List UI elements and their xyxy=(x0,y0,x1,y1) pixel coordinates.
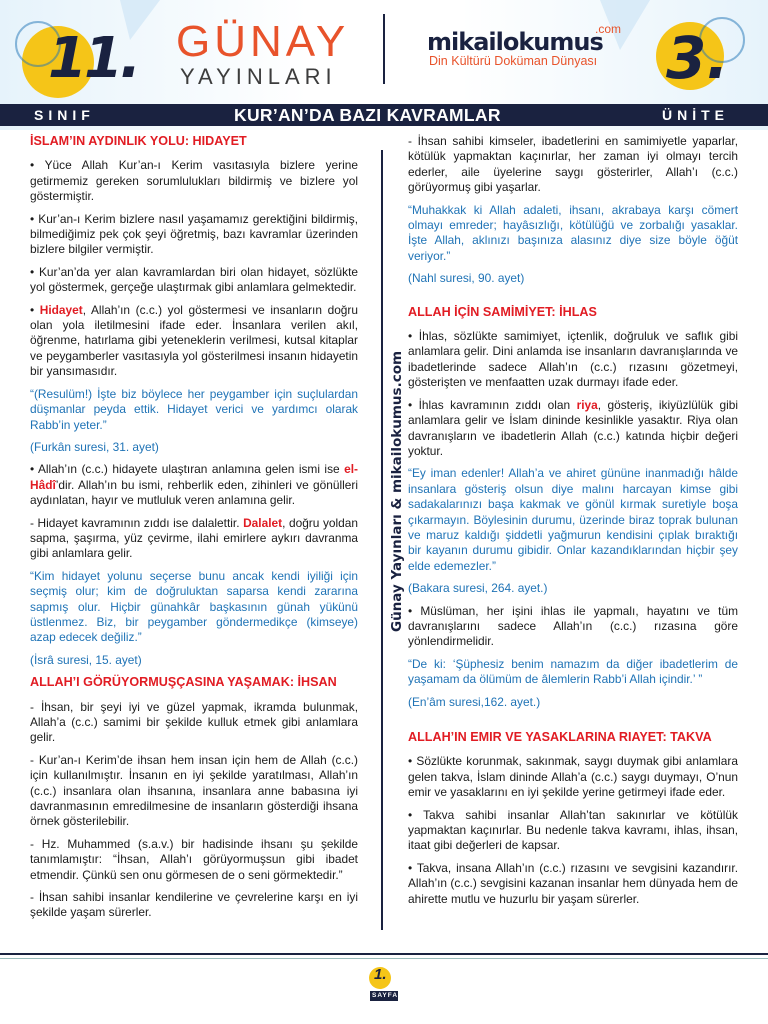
title-banner xyxy=(0,104,768,126)
verse-source: (Nahl suresi, 90. ayet) xyxy=(408,271,525,286)
text: , gösteriş, ikiyüzlülük gibi anlamlara gelir ve İslam dininde kesinlikle yasaktır. Riya olan davranışların ve ibadetlerin Allah (c.c.) katında hiçbir değeri yoktur. xyxy=(408,397,738,458)
publisher-logo xyxy=(176,17,356,90)
section-heading-hidayet: İSLAM’IN AYDINLIK YOLU: HIDAYET xyxy=(30,134,247,148)
partner-name: mikailokumus xyxy=(427,28,603,56)
partner-com: .com xyxy=(595,22,622,36)
section-heading-ihsan: ALLAH’I GÖRÜYORMUŞÇASINA YAŞAMAK: İHSAN xyxy=(30,675,337,690)
text: ’dir. Allah’ın bu ismi, rehberlik eden, zihinleri ve gönülleri aydınlatan, hayır ve mutluluk veren anlamına gelir. xyxy=(30,477,358,508)
column-divider xyxy=(381,150,383,930)
paragraph xyxy=(408,398,738,460)
paragraph: • Kur’an-ı Kerim bizlere nasıl yaşamamız gerektiğini bildirmiş, bilmediğimiz pek çok şeyi öğretmiş, bazı kavramlar üzerinden bizlere bilgiler vermiştir. xyxy=(30,211,358,257)
text: • xyxy=(30,302,40,317)
text: - Hidayet kavramının zıddı ise dalalettir. xyxy=(30,515,244,530)
left-column xyxy=(30,134,358,928)
footer-rule-thin xyxy=(0,958,768,959)
verse-quote: “De ki: ‘Şüphesiz benim namazım da diğer ibadetlerim de yaşamam da ölümüm de âlemlerin Rabb’i Allah içindir.’ ” xyxy=(408,656,738,687)
partner-logo xyxy=(427,22,627,68)
unit-number: 3. xyxy=(666,24,729,92)
page-title: KUR’AN’DA BAZI KAVRAMLAR xyxy=(234,105,501,125)
publisher-sub: YAYINLARI xyxy=(180,64,337,89)
section-heading-takva: ALLAH’IN EMIR VE YASAKLARINA RIAYET: TAKVA xyxy=(408,730,712,744)
verse-quote: “Ey iman edenler! Allah’a ve ahiret gününe inanmadığı hâlde insanlara gösteriş olsun diye malını harcayan kimse gibi sadakalarınızı başa kakmak ve gönül kırmak suretiyle boşa çıkarmayın. Böylesinin durumu, üzerinde biraz toprak bulunan ve maruz kaldığı şiddetli yağmurun kendisini çıplak bıraktığı bir kayanın durumu gibidir. Onlar kazandıklarından hiçbir şey elde edemezler.” xyxy=(408,466,738,573)
section-heading-ihlas: ALLAH İÇİN SAMİMİYET: İHLAS xyxy=(408,304,597,319)
paragraph: • İhlas, sözlükte samimiyet, içtenlik, doğruluk ve saflık gibi anlamlara gelir. Dini anlamda ise insanların davranışlarında ve ibadetlerinde sadece Allah’ın (c.c.) rızasını gözetmeyi, gösterişten ve menfaatten uzak durmayı ifade eder. xyxy=(408,329,738,390)
verse-source: (Furkân suresi, 31. ayet) xyxy=(30,439,159,454)
logo-divider xyxy=(383,14,385,84)
verse-source: (En’âm suresi,162. ayet.) xyxy=(408,694,541,709)
right-column xyxy=(408,134,738,914)
grade-label: SINIF xyxy=(34,107,95,123)
paragraph: • Sözlükte korunmak, sakınmak, saygı duymak gibi anlamlara gelen takva, İslam dininde Allah’a (c.c.) saygı duymayı, O’nun emir ve yasaklarını en iyi şekilde yerine getirmeyi ifade eder. xyxy=(408,754,738,800)
text: , Allah’ın (c.c.) yol göstermesi ve insanların doğru olan yola iletilmesini ifade eder. İnsanlara verilen akıl, öğrenme, hatırlama gibi yeteneklerin verilmesi, kutsal kitaplar ve peygamberler vasıtasıyla yol gösterilmesi insanın hidayetin bir yansımasıdır. xyxy=(30,302,358,379)
unit-label: ÜNİTE xyxy=(662,107,729,123)
page-label: SAYFA xyxy=(372,992,399,999)
paragraph: • Takva sahibi insanlar Allah’tan sakınırlar ve kötülük yapmaktan kaçınırlar. Bu nedenle takva kavramı, ihlas, ihsan, itaat gibi değerleri de kapsar. xyxy=(408,807,738,853)
paragraph xyxy=(30,462,358,508)
paragraph: • Kur’an’da yer alan kavramlardan biri olan hidayet, sözlükte yol göstermek, gerçeğe ulaştırmak gibi anlamlara gelmektedir. xyxy=(30,264,358,295)
paragraph xyxy=(30,516,358,562)
text: , doğru yoldan sapma, şaşırma, yüz çevirme, ilahi emirlere aykırı davranma gibi anlamlara gelir. xyxy=(30,515,358,561)
publisher-name: GÜNAY xyxy=(176,17,350,66)
highlight-term: Hidayet xyxy=(39,302,83,317)
paragraph xyxy=(30,303,358,380)
page-number: 1. xyxy=(374,966,387,983)
page-number-badge xyxy=(366,964,402,1004)
text: • Allah’ın (c.c.) hidayete ulaştıran anlamına gelen ismi ise xyxy=(30,462,345,477)
text: • İhlas kavramının zıddı olan xyxy=(408,397,577,412)
verse-source: (Bakara suresi, 264. ayet.) xyxy=(408,581,548,596)
paragraph: • Takva, insana Allah’ın (c.c.) rızasını ve sevgisini kazandırır. Allah’ın (c.c.) sevgisini kazanan insanlar hem dünyada hem de ahirette mutlu ve huzurlu bir yaşam sürerler. xyxy=(408,860,738,906)
grade-number: 11. xyxy=(48,26,139,91)
paragraph: - Hz. Muhammed (s.a.v.) bir hadisinde ihsanı şu şekilde tanımlamıştır: “İhsan, Allah’ı görüyormuşsun gibi ibadet etmendir. Çünkü sen onu görmesen de o seni görmektedir.” xyxy=(30,836,358,882)
verse-quote: “Kim hidayet yolunu seçerse bunu ancak kendi iyiliği için seçmiş olur; kim de doğruluktan saparsa kendi zararına sapmış olur. Hiçbir günahkâr başkasının günah yükünü üstlenmez. Biz, bir peygamber göndermedikçe (kimseye) azap edecek değiliz.” xyxy=(30,568,358,645)
verse-source: (İsrâ suresi, 15. ayet) xyxy=(30,652,142,667)
paragraph: • Yüce Allah Kur’an-ı Kerim vasıtasıyla bizlere yerine getirmemiz gereken sorumlulukları bildirmiş ve bizlere yol göstermiştir. xyxy=(30,158,358,204)
highlight-term: el-Hâdî xyxy=(30,462,358,492)
highlight-term: Dalalet xyxy=(243,515,283,530)
highlight-term: riya xyxy=(576,397,598,412)
verse-quote: “(Resulüm!) İşte biz böylece her peygamber için suçlulardan düşmanlar peyda ettik. Hidayet verici ve yardımcı olarak Rabb’in yeter.” xyxy=(30,386,358,432)
vertical-watermark: Günay Yayınları & mikailokumus.com xyxy=(389,350,405,632)
paragraph: - İhsan, bir şeyi iyi ve güzel yapmak, ikramda bulunmak, Allah’a (c.c.) samimi bir şekilde kulluk etmek gibi anlamlara gelir. xyxy=(30,699,358,745)
paragraph: • Müslüman, her işini ihlas ile yapmalı, hayatını ve tüm davranışlarını sadece Allah’ın (c.c.) rızasına göre yönlendirmelidir. xyxy=(408,603,738,649)
partner-tagline: Din Kültürü Doküman Dünyası xyxy=(429,54,598,68)
paragraph: - Kur’an-ı Kerim’de ihsan hem insan için hem de Allah (c.c.) için kullanılmıştır. İnsanın en iyi şekilde yaratılması, Allah’ın (c.c.) insanlara olan ihsanına, insanlara anne babasına iyi davranmasının emredilmesine de insanların gösterdiği ihsana örnek gösterilebilir. xyxy=(30,752,358,829)
footer-rule xyxy=(0,953,768,955)
paragraph: - İhsan sahibi insanlar kendilerine ve çevrelerine karşı en iyi şekilde yaşam sürerler. xyxy=(30,890,358,920)
paragraph: - İhsan sahibi kimseler, ibadetlerini en samimiyetle yaparlar, kötülük yapmaktan kaçınırlar, her zaman iyi olmayı tercih ederler, aile üyelerine saygı gösterirler, Allah’ı (c.c.) görüyormuş gibi yaşarlar. xyxy=(408,134,738,195)
verse-quote: “Muhakkak ki Allah adaleti, ihsanı, akrabaya karşı cömert olmayı emreder; hayâsızlığı, kötülüğü ve zorbalığı yasaklar. İşte Allah, aklınızı başınıza alasınız diye size böyle öğüt veriyor.” xyxy=(408,202,738,263)
